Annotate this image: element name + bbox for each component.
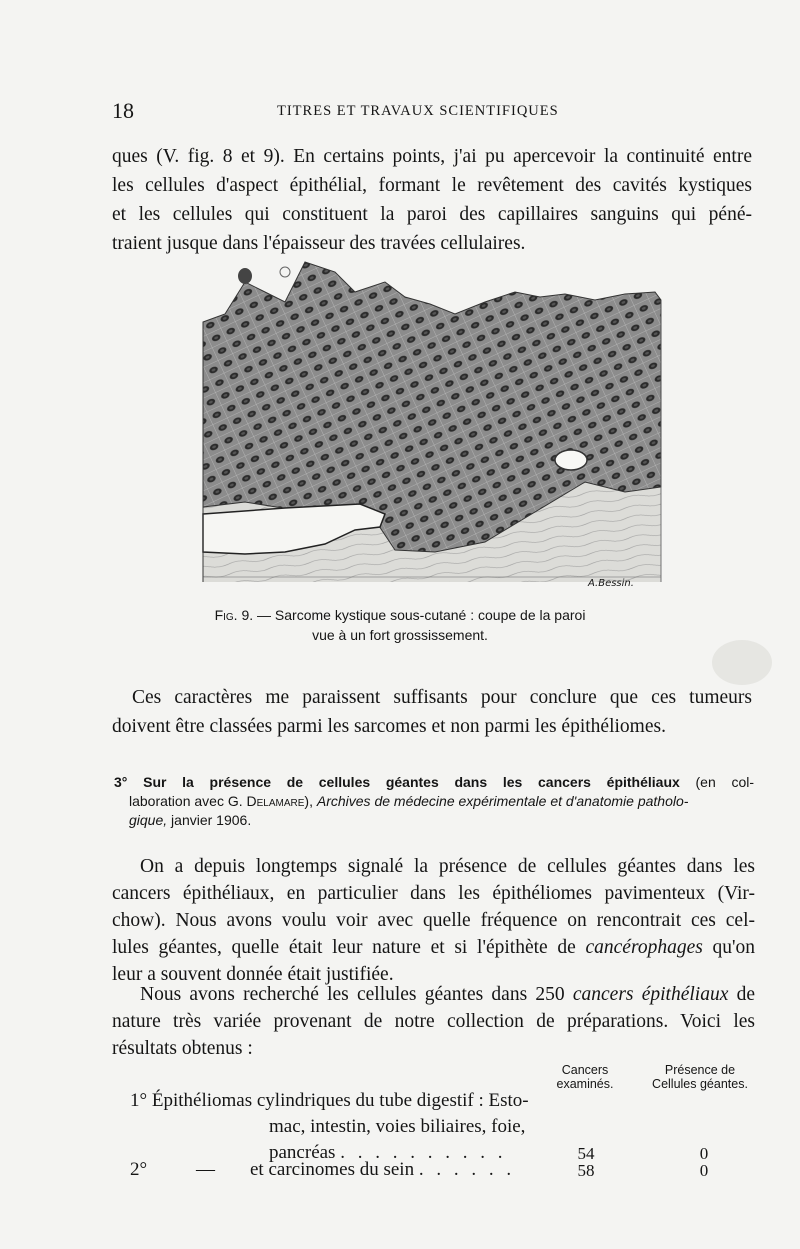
text-line [112,981,755,1008]
figure-caption-line2: vue à un fort grossissement. [312,627,488,643]
header-text: examinés. [556,1077,614,1091]
reference-line [114,811,754,830]
reference-journal: Archives de médecine expérimentale et d'anatomie patholo- [316,793,689,809]
artist-signature: A.Bessin. [588,578,634,589]
text-fragment: de [736,984,755,1005]
paper-stain [712,640,772,685]
histology-figure [185,252,665,597]
reference-line [114,792,754,811]
reference-collab: (en col- [695,774,755,790]
reference-line [114,773,754,792]
table-cell-examined: 58 [577,1161,595,1180]
row-text: et carcinomes du sein [250,1159,415,1180]
figure-caption [0,607,800,623]
text-line: les cellules d'aspect épithélial, formant le revêtement des cavités kystiques [112,175,752,196]
text-line: leur a souvent donnée était justifiée. [112,964,394,985]
row-text: pancréas [269,1142,336,1163]
publication-reference [114,773,754,830]
table-row-label [130,1090,529,1112]
text-line: ques (V. fig. 8 et 9). En certains points, j'ai pu apercevoir la continuité entre [112,146,752,167]
italic-term: cancérophages [585,937,703,958]
table-cell-examined: 54 [577,1144,595,1163]
free-cell [280,267,290,277]
row-number: 1° [130,1090,148,1111]
table-row-number: 2° [130,1159,148,1180]
text-line: résultats obtenus : [112,1038,253,1059]
paragraph-conclusion [112,683,752,741]
caption-text: — Sarcome kystique sous-cutané : coupe de la paroi [257,607,586,623]
reference-date: janvier 1906. [171,812,252,828]
free-cell [238,268,252,284]
header-text: Cellules géantes. [652,1077,748,1091]
text-line: traient jusque dans l'épaisseur des travées cellulaires. [112,233,526,254]
reference-author: Delamare), [246,793,313,809]
dot-leaders: . . . . . . [418,1159,516,1180]
text-line: doivent être classées parmi les sarcomes et non parmi les épithéliomes. [112,716,666,737]
text-line: et les cellules qui constituent la paroi des capillaires sanguins qui péné- [112,204,752,225]
paragraph-continuation [112,142,752,258]
text-line: nature très variée provenant de notre collection de préparations. Voici les [112,1011,755,1032]
paragraph-giant-cells [112,853,755,988]
italic-term: cancers épithéliaux [572,984,729,1005]
dot-leaders: . . . . . . . . . . [340,1142,507,1163]
column-header-examined [545,1063,625,1091]
text-line [112,934,755,961]
text-line: cancers épithéliaux, en particulier dans les épithéliomes pavimenteux (Vir- [112,883,755,904]
row-text: Épithéliomas cylindriques du tube digestif : Esto- [151,1090,529,1111]
paragraph-results [112,981,755,1062]
text-fragment: Nous avons recherché les cellules géantes dans 250 [140,984,565,1005]
caption-label: Fig. 9. [214,607,254,623]
table-row-label [250,1159,515,1181]
text-fragment: lules géantes, quelle était leur nature et si l'épithète de [112,937,576,958]
capillary-vessel [555,450,587,470]
reference-journal-end: gique, [129,812,168,828]
column-header-giant-cells [641,1063,759,1091]
table-cell-giant-cells: 0 [699,1144,709,1163]
text-line: Ces caractères me paraissent suffisants pour conclure que ces tumeurs [132,687,752,708]
text-line: On a depuis longtemps signalé la présence de cellules géantes dans les [140,856,755,877]
table-cell-giant-cells: 0 [699,1161,709,1180]
page-number: 18 [112,98,134,123]
header-text: Cancers [561,1063,609,1077]
text-line: chow). Nous avons voulu voir avec quelle fréquence on rencontrait ces cel- [112,910,755,931]
table-row-dash: — [196,1159,215,1180]
reference-title: Sur la présence de cellules géantes dans les cancers épithéliaux [143,774,680,790]
text-fragment: qu'on [712,937,756,958]
table-row-continuation: mac, intestin, voies biliaires, foie, [269,1116,526,1137]
reference-number: 3° [114,774,128,790]
header-text: Présence de [664,1063,736,1077]
reference-collab-text: laboration avec G. [129,793,243,809]
running-title: TITRES ET TRAVAUX SCIENTIFIQUES [277,103,559,119]
